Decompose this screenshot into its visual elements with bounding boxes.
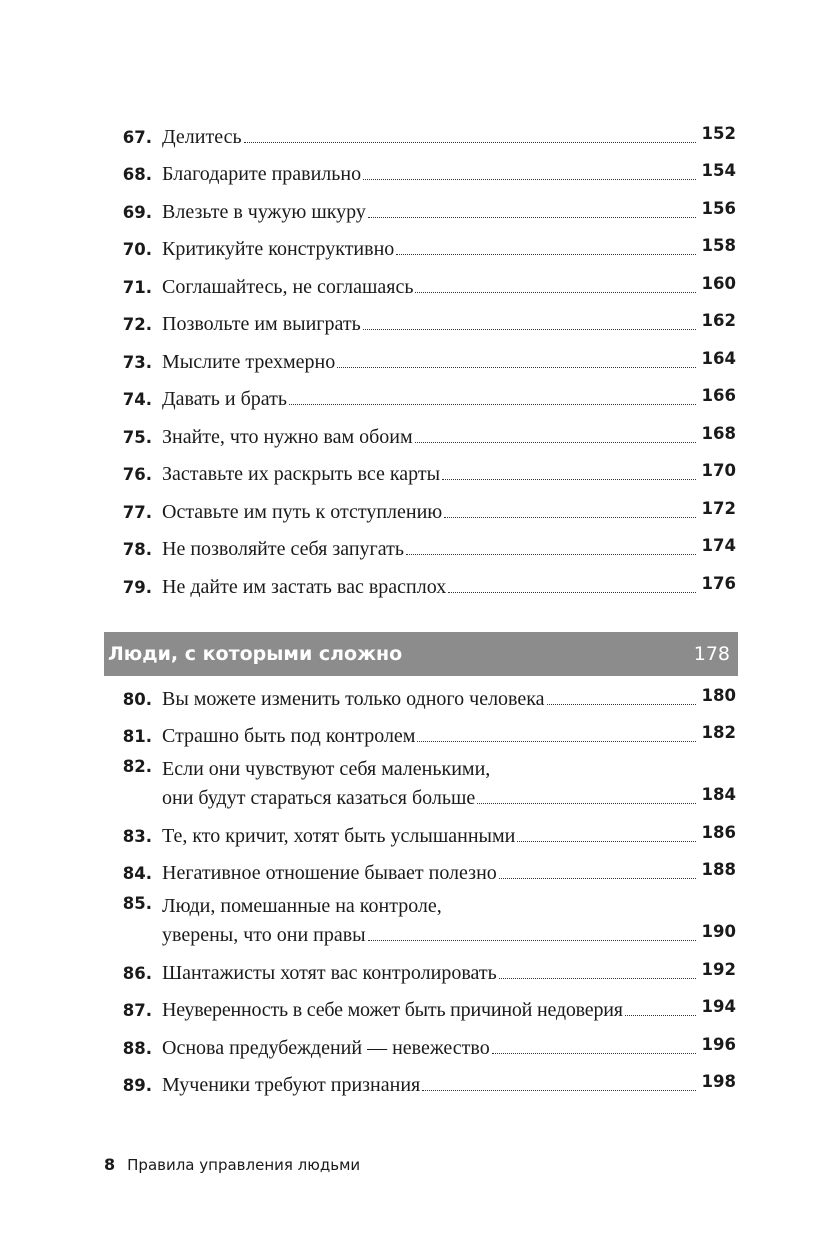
entry-number: 85.: [122, 894, 152, 913]
entry-page: 176: [701, 573, 736, 593]
dot-leader: [415, 442, 696, 443]
toc-entry-87[interactable]: [104, 986, 736, 1024]
entry-page: 192: [701, 959, 736, 979]
entry-title: Страшно быть под контролем: [162, 725, 416, 747]
toc-entry-70[interactable]: [104, 225, 736, 263]
entry-title: уверены, что они правы: [162, 924, 366, 946]
entry-title: Мученики требуют признания: [162, 1074, 421, 1096]
entry-number: 84.: [122, 864, 152, 883]
page-footer: [104, 1155, 360, 1174]
entry-number: 67.: [122, 127, 152, 147]
toc-entry-68[interactable]: [104, 150, 736, 188]
entry-number: 74.: [122, 390, 152, 409]
toc-entry-78[interactable]: [104, 525, 736, 563]
entry-number: 83.: [122, 826, 152, 846]
entry-number: 77.: [122, 502, 152, 522]
toc-entry-89[interactable]: [104, 1061, 736, 1099]
entry-number: 86.: [122, 963, 152, 983]
toc-entry-75[interactable]: [104, 412, 736, 450]
entry-title: Позвольте им выиграть: [162, 313, 361, 335]
entry-page: 168: [701, 423, 736, 443]
entry-number: 69.: [122, 202, 152, 222]
entry-page: 196: [701, 1034, 736, 1054]
toc-entry-88[interactable]: [104, 1023, 736, 1061]
section-title: Люди, с которыми сложно: [108, 643, 403, 665]
entry-number: 87.: [122, 1001, 152, 1020]
entry-number: 78.: [122, 540, 152, 559]
entry-number: 89.: [122, 1076, 152, 1095]
toc-entry-81[interactable]: [104, 712, 736, 750]
entry-title: Шантажисты хотят вас контролировать: [162, 961, 497, 984]
entry-title: Вы можете изменить только одного человека: [162, 687, 545, 710]
dot-leader: [368, 940, 696, 941]
dot-leader: [448, 592, 696, 593]
entry-title: Критикуйте конструктивно: [162, 238, 395, 260]
entry-page: 180: [701, 685, 736, 705]
entry-number: 81.: [122, 727, 152, 746]
entry-title: Соглашайтесь, не соглашаясь: [162, 275, 414, 298]
entry-page: 174: [701, 536, 736, 555]
toc-entry-83[interactable]: [104, 811, 736, 849]
entry-number: 88.: [122, 1038, 152, 1058]
dot-leader: [363, 179, 696, 180]
dot-leader: [517, 841, 696, 842]
toc-entry-84[interactable]: [104, 849, 736, 887]
entry-page: 184: [701, 785, 736, 804]
toc-entry-73[interactable]: [104, 337, 736, 375]
dot-leader: [422, 1090, 696, 1091]
entry-number: 71.: [122, 277, 152, 297]
entry-page: 164: [701, 348, 736, 368]
entry-page: 154: [701, 161, 736, 180]
entry-title: Неуверенность в себе может быть причиной недоверия: [162, 999, 623, 1021]
entry-page: 152: [701, 123, 736, 143]
toc-entry-72[interactable]: [104, 300, 736, 338]
dot-leader: [406, 554, 696, 555]
entry-number: 80.: [122, 689, 152, 709]
dot-leader: [442, 479, 696, 480]
toc-entry-74[interactable]: [104, 375, 736, 413]
entry-page: 182: [701, 723, 736, 742]
dot-leader: [625, 1015, 696, 1016]
dot-leader: [492, 1053, 696, 1054]
entry-page: 156: [701, 198, 736, 218]
entry-title: Заставьте их раскрыть все карты: [162, 463, 441, 485]
entry-title: Не позволяйте себя запугать: [162, 538, 404, 560]
entry-title: Те, кто кричит, хотят быть услышанными: [162, 824, 516, 847]
dot-leader: [396, 254, 696, 255]
entry-title: Делитесь: [162, 125, 242, 148]
entry-number: 73.: [122, 352, 152, 372]
entry-title-line1: Люди, помешанные на контроле,: [162, 895, 442, 917]
entry-number: 68.: [122, 165, 152, 184]
entry-title: Благодарите правильно: [162, 163, 362, 185]
entry-title: Негативное отношение бывает полезно: [162, 862, 497, 884]
dot-leader: [499, 978, 696, 979]
dot-leader: [363, 329, 696, 330]
toc-entry-71[interactable]: [104, 262, 736, 300]
toc-entry-79[interactable]: [104, 562, 736, 600]
entry-number: 82.: [122, 757, 152, 776]
dot-leader: [337, 367, 696, 368]
entry-page: 188: [701, 860, 736, 879]
entry-page: 186: [701, 822, 736, 842]
toc-entry-80[interactable]: [104, 674, 736, 712]
entry-page: 166: [701, 386, 736, 405]
dot-leader: [244, 142, 696, 143]
footer-page-number: 8: [104, 1155, 116, 1174]
toc-entry-77[interactable]: [104, 487, 736, 525]
entry-page: 170: [701, 461, 736, 480]
dot-leader: [289, 404, 696, 405]
entry-title: Давать и брать: [162, 388, 288, 410]
toc-entry-67[interactable]: [104, 112, 736, 150]
entry-title: они будут стараться казаться больше: [162, 787, 476, 809]
entry-number: 75.: [122, 427, 152, 447]
entry-title: Знайте, что нужно вам обоим: [162, 425, 413, 448]
toc-entry-85[interactable]: [104, 886, 736, 948]
entry-page: 160: [701, 273, 736, 293]
toc-entry-82[interactable]: [104, 749, 736, 811]
dot-leader: [417, 741, 696, 742]
entry-title: Не дайте им застать вас врасплох: [162, 575, 447, 598]
entry-title: Влезьте в чужую шкуру: [162, 200, 366, 223]
toc-list-bottom: [104, 674, 736, 1098]
entry-number: 72.: [122, 315, 152, 334]
toc-entry-86[interactable]: [104, 948, 736, 986]
entry-page: 194: [701, 997, 736, 1016]
section-page: 178: [693, 643, 730, 665]
dot-leader: [499, 878, 696, 879]
entry-page: 198: [701, 1072, 736, 1091]
entry-page: 158: [701, 236, 736, 255]
entry-page: 162: [701, 311, 736, 330]
entry-title: Оставьте им путь к отступлению: [162, 500, 443, 523]
toc-entry-69[interactable]: [104, 187, 736, 225]
dot-leader: [368, 217, 696, 218]
entry-number: 70.: [122, 240, 152, 259]
dot-leader: [444, 517, 696, 518]
entry-page: 172: [701, 498, 736, 518]
toc-entry-76[interactable]: [104, 450, 736, 488]
dot-leader: [415, 292, 696, 293]
entry-number: 79.: [122, 577, 152, 597]
dot-leader: [477, 803, 696, 804]
footer-book-title: Правила управления людьми: [127, 1156, 361, 1174]
entry-number: 76.: [122, 465, 152, 484]
entry-title: Основа предубеждений — невежество: [162, 1036, 490, 1059]
section-header[interactable]: [104, 632, 738, 676]
entry-title: Мыслите трехмерно: [162, 350, 336, 373]
entry-page: 190: [701, 922, 736, 941]
dot-leader: [547, 704, 696, 705]
entry-title-line1: Если они чувствуют себя маленькими,: [162, 758, 491, 780]
toc-list-top: [104, 112, 736, 600]
